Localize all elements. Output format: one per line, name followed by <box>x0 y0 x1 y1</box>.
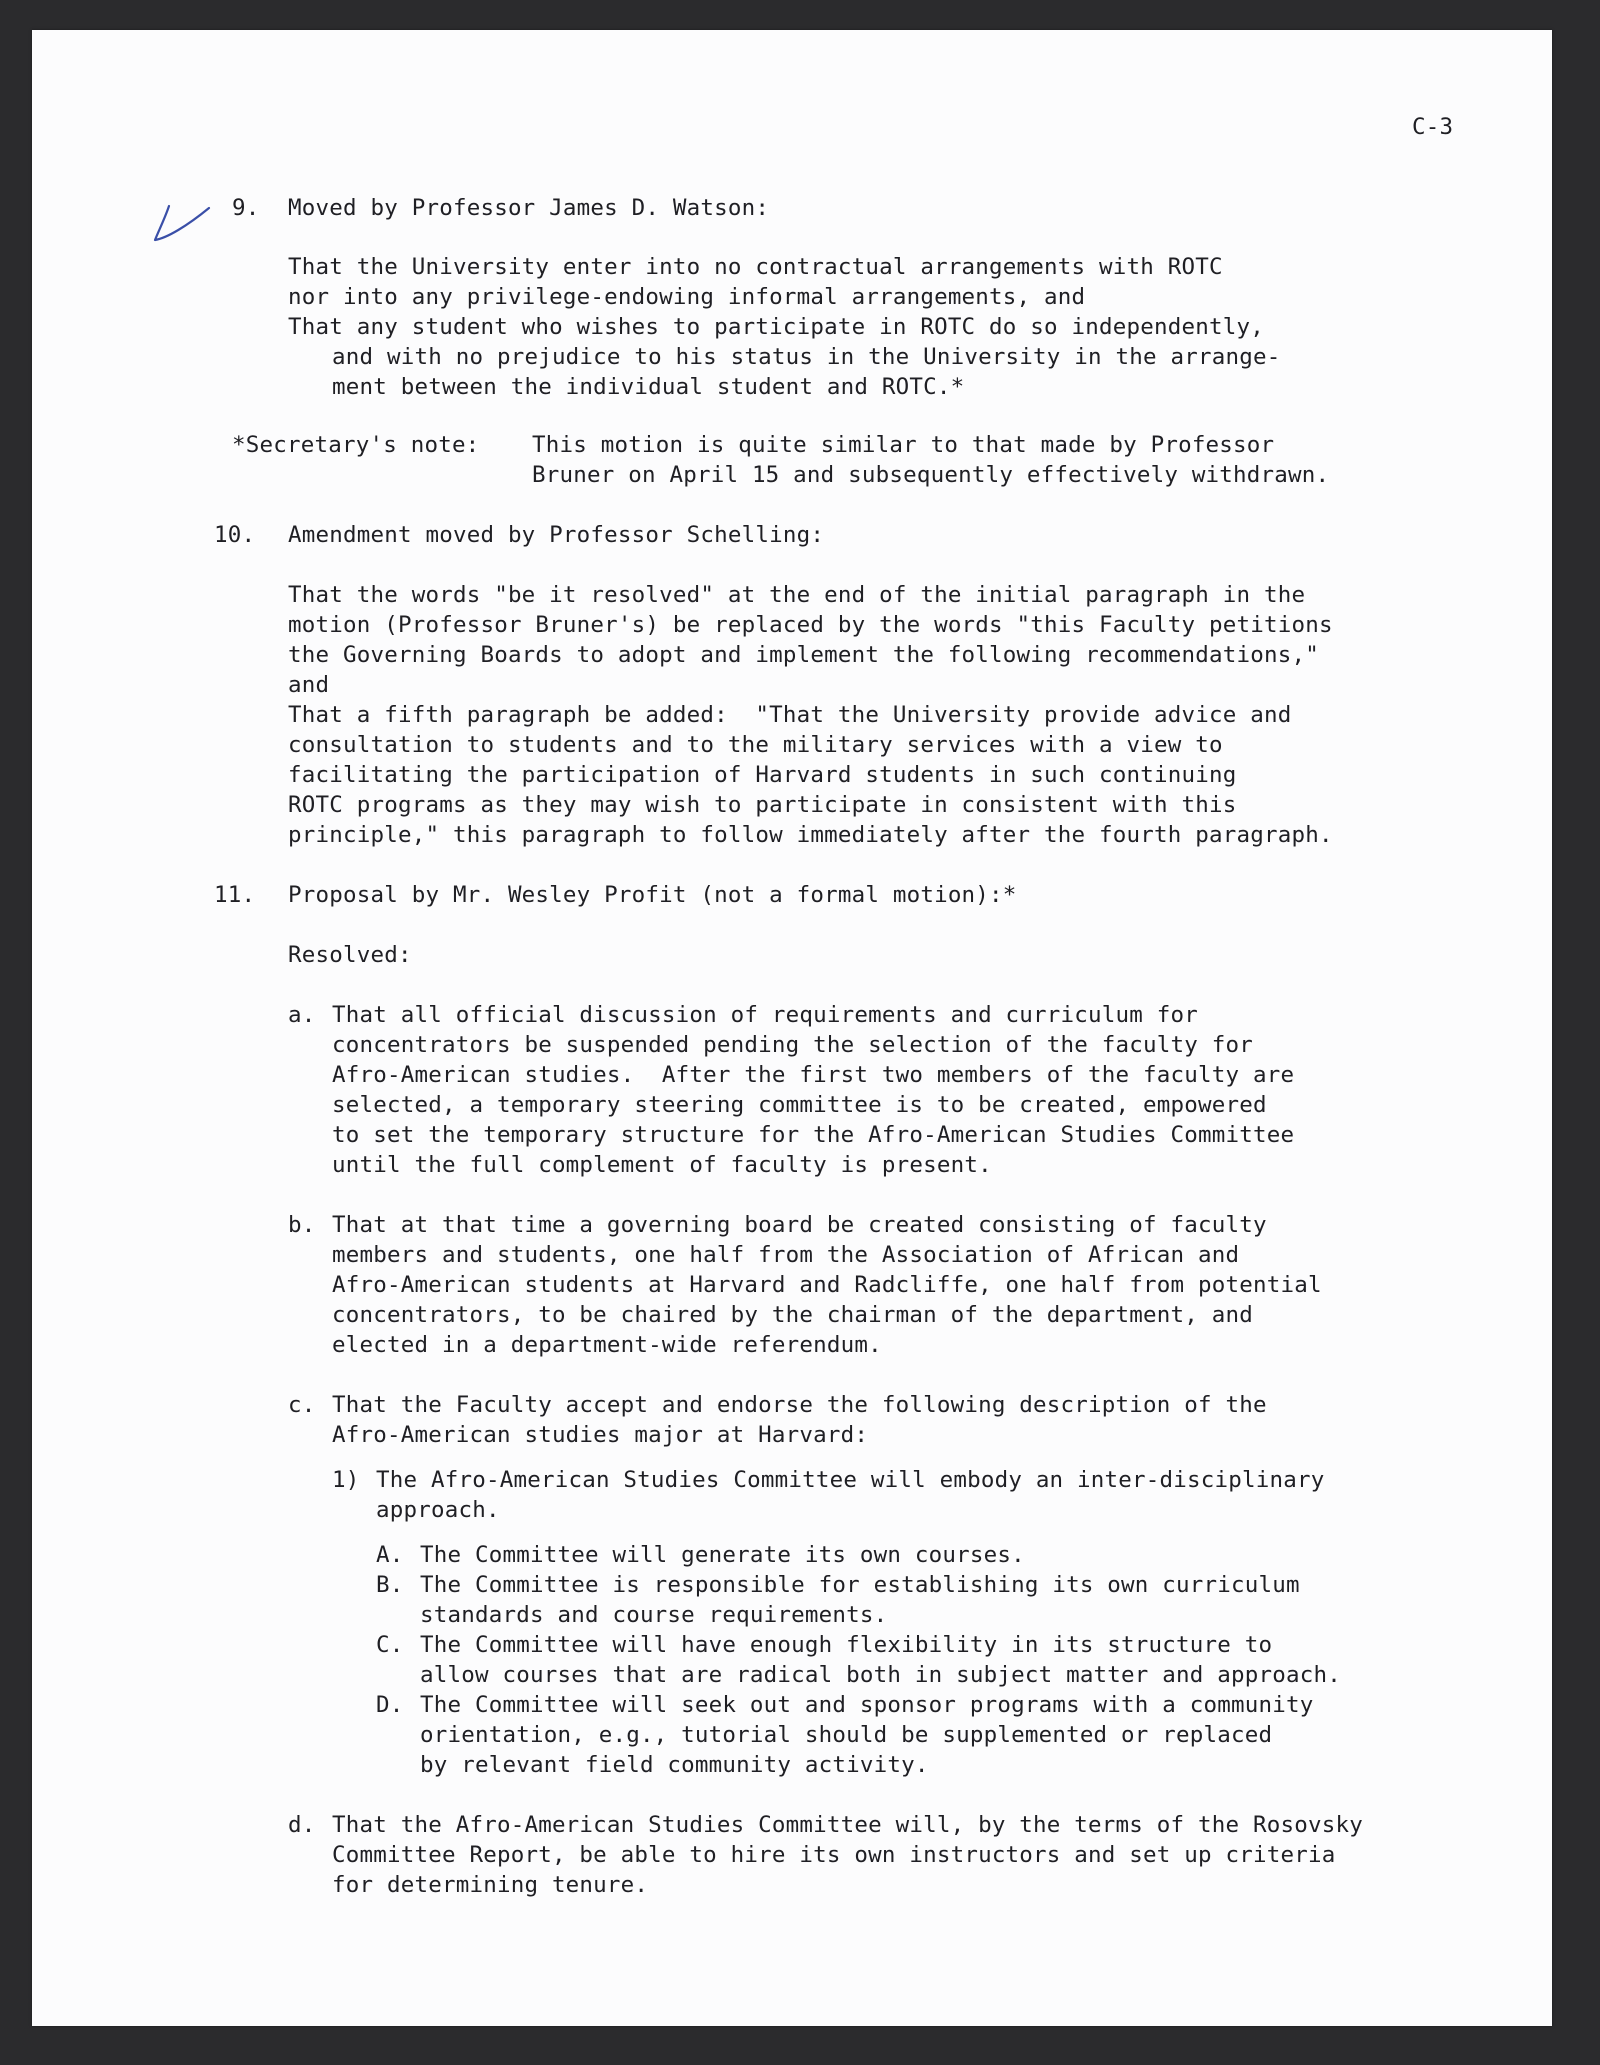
item-10-text-line: motion (Professor Bruner's) be replaced by the words "this Faculty petitions <box>288 612 1333 638</box>
clause-c-line: That the Faculty accept and endorse the following description of the <box>332 1392 1267 1418</box>
item-9-number: 9. <box>232 195 260 221</box>
sub-item-1-line: approach. <box>376 1497 500 1523</box>
document-page <box>32 30 1552 2026</box>
item-10-text-line: That a fifth paragraph be added: "That the University provide advice and <box>288 702 1292 728</box>
clause-a-line: concentrators be suspended pending the selection of the faculty for <box>332 1032 1253 1058</box>
clause-d-line: That the Afro-American Studies Committee will, by the terms of the Rosovsky <box>332 1812 1363 1838</box>
clause-a-line: to set the temporary structure for the Afro-American Studies Committee <box>332 1122 1295 1148</box>
item-10-heading: Amendment moved by Professor Schelling: <box>288 522 825 548</box>
item-10-text-line: That the words "be it resolved" at the end of the initial paragraph in the <box>288 582 1306 608</box>
item-10-text-line: consultation to students and to the military services with a view to <box>288 732 1223 758</box>
clause-a-line: Afro-American studies. After the first two members of the faculty are <box>332 1062 1295 1088</box>
sub-item-C-line: allow courses that are radical both in subject matter and approach. <box>420 1662 1341 1688</box>
sub-item-A-line: The Committee will generate its own courses. <box>420 1542 1025 1568</box>
item-9-text-line: That the University enter into no contractual arrangements with ROTC <box>288 254 1223 280</box>
sub-item-1-line: The Afro-American Studies Committee will embody an inter-disciplinary <box>376 1467 1325 1493</box>
resolved-label: Resolved: <box>288 942 412 968</box>
item-9-text-line: nor into any privilege-endowing informal arrangements, and <box>288 284 1086 310</box>
page-number: C-3 <box>1412 114 1454 140</box>
item-11-number: 11. <box>214 882 256 908</box>
clause-b-label: b. <box>288 1212 316 1238</box>
clause-d-line: for determining tenure. <box>332 1872 649 1898</box>
item-11-heading: Proposal by Mr. Wesley Profit (not a formal motion):* <box>288 882 1017 908</box>
sub-item-B-line: The Committee is responsible for establishing its own curriculum <box>420 1572 1300 1598</box>
document-text <box>32 30 1552 2026</box>
item-10-text-line: the Governing Boards to adopt and implement the following recommendations," <box>288 642 1319 668</box>
clause-a-line: selected, a temporary steering committee is to be created, empowered <box>332 1092 1267 1118</box>
clause-c-line: Afro-American studies major at Harvard: <box>332 1422 869 1448</box>
clause-d-label: d. <box>288 1812 316 1838</box>
item-10-text-line: principle," this paragraph to follow immediately after the fourth paragraph. <box>288 822 1333 848</box>
item-9-text-line: ment between the individual student and ROTC.* <box>332 374 965 400</box>
handwritten-checkmark-icon <box>147 200 217 250</box>
clause-a-line: That all official discussion of requirements and curriculum for <box>332 1002 1199 1028</box>
clause-a-line: until the full complement of faculty is present. <box>332 1152 992 1178</box>
sub-item-D-line: The Committee will seek out and sponsor programs with a community <box>420 1692 1314 1718</box>
clause-c-label: c. <box>288 1392 316 1418</box>
item-10-text-line: facilitating the participation of Harvard students in such continuing <box>288 762 1237 788</box>
clause-b-line: concentrators, to be chaired by the chairman of the department, and <box>332 1302 1253 1328</box>
secretary-note-line: Bruner on April 15 and subsequently effectively withdrawn. <box>532 462 1330 488</box>
sub-item-D-line: by relevant field community activity. <box>420 1752 929 1778</box>
sub-item-C-line: The Committee will have enough flexibility in its structure to <box>420 1632 1273 1658</box>
clause-b-line: members and students, one half from the Association of African and <box>332 1242 1240 1268</box>
secretary-note-label: *Secretary's note: <box>232 432 480 458</box>
sub-item-1-label: 1) <box>332 1467 360 1493</box>
sub-item-B-label: B. <box>376 1572 404 1598</box>
sub-item-C-label: C. <box>376 1632 404 1658</box>
clause-b-line: That at that time a governing board be created consisting of faculty <box>332 1212 1267 1238</box>
item-9-text-line: and with no prejudice to his status in the University in the arrange- <box>332 344 1281 370</box>
clause-b-line: Afro-American students at Harvard and Radcliffe, one half from potential <box>332 1272 1322 1298</box>
item-9-heading: Moved by Professor James D. Watson: <box>288 195 770 221</box>
sub-item-B-line: standards and course requirements. <box>420 1602 888 1628</box>
sub-item-D-line: orientation, e.g., tutorial should be supplemented or replaced <box>420 1722 1273 1748</box>
item-10-text-line: ROTC programs as they may wish to participate in consistent with this <box>288 792 1237 818</box>
item-10-number: 10. <box>214 522 256 548</box>
clause-a-label: a. <box>288 1002 316 1028</box>
item-9-text-line: That any student who wishes to participate in ROTC do so independently, <box>288 314 1264 340</box>
secretary-note-line: This motion is quite similar to that made by Professor <box>532 432 1275 458</box>
clause-b-line: elected in a department-wide referendum. <box>332 1332 882 1358</box>
sub-item-D-label: D. <box>376 1692 404 1718</box>
clause-d-line: Committee Report, be able to hire its own instructors and set up criteria <box>332 1842 1336 1868</box>
sub-item-A-label: A. <box>376 1542 404 1568</box>
item-10-text-line: and <box>288 672 330 698</box>
